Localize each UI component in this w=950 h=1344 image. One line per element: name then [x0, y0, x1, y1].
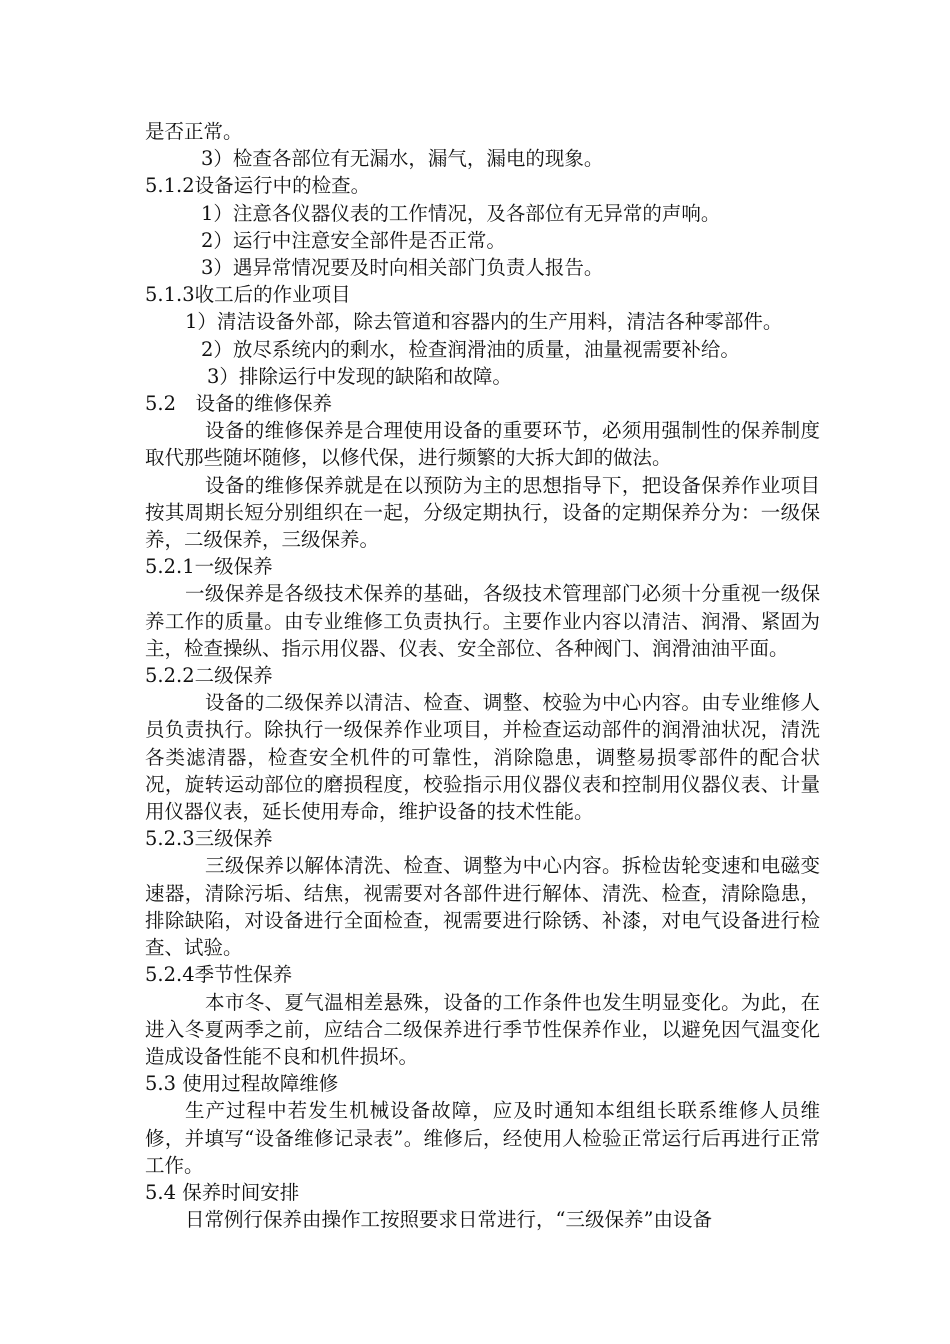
- list-item: 2）放尽系统内的剩水，检查润滑油的质量，油量视需要补给。: [201, 337, 740, 361]
- section-heading: 5.2 设备的维修保养: [145, 392, 333, 416]
- section-heading: 5.2.4季节性保养: [145, 963, 293, 987]
- paragraph: 日常例行保养由操作工按照要求日常进行，“三级保养”由设备: [185, 1208, 712, 1232]
- list-item: 3）排除运行中发现的缺陷和故障。: [207, 364, 512, 388]
- paragraph: 生产过程中若发生机械设备故障，应及时通知本组组长联系维修人员维修，并填写“设备维修记录表”。维修后，经使用人检验正常运行后再进行正常工作。: [145, 1099, 820, 1177]
- list-item: 3）遇异常情况要及时向相关部门负责人报告。: [201, 256, 604, 280]
- paragraph: 设备的二级保养以清洁、检查、调整、校验为中心内容。由专业维修人员负责执行。除执行一级保养作业项目，并检查运动部件的润滑油状况，清洗各类滤清器，检查安全机件的可靠性，消除隐患，调整易损零部件的配合状况，旋转运动部位的磨损程度，校验指示用仪器仪表和控制用仪器仪表、计量用仪器仪表，延长使用寿命，维护设备的技术性能。: [145, 691, 820, 824]
- document-page: [145, 118, 820, 1233]
- text-line: 是否正常。: [145, 120, 243, 143]
- section-heading: 5.1.2设备运行中的检查。: [145, 174, 371, 198]
- paragraph: 设备的维修保养就是在以预防为主的思想指导下，把设备保养作业项目按其周期长短分别组织在一起，分级定期执行，设备的定期保养分为：一级保养，二级保养，三级保养。: [145, 473, 820, 552]
- section-heading: 5.3 使用过程故障维修: [145, 1072, 339, 1096]
- section-heading: 5.4 保养时间安排: [145, 1180, 300, 1204]
- section-heading: 5.2.1一级保养: [145, 555, 273, 579]
- list-item: 3）检查各部位有无漏水，漏气，漏电的现象。: [201, 147, 604, 171]
- list-item: 2）运行中注意安全部件是否正常。: [201, 228, 506, 252]
- section-heading: 5.2.3三级保养: [145, 827, 273, 851]
- section-heading: 5.1.3收工后的作业项目: [145, 283, 351, 307]
- paragraph: 三级保养以解体清洗、检查、调整为中心内容。拆检齿轮变速和电磁变速器，清除污垢、结焦，视需要对各部件进行解体、清洗、检查，清除隐患，排除缺陷，对设备进行全面检查，视需要进行除锈、补漆，对电气设备进行检查、试验。: [145, 854, 820, 960]
- paragraph: 设备的维修保养是合理使用设备的重要环节，必须用强制性的保养制度取代那些随坏随修，以修代保，进行频繁的大拆大卸的做法。: [145, 419, 820, 470]
- paragraph: 一级保养是各级技术保养的基础，各级技术管理部门必须十分重视一级保养工作的质量。由专业维修工负责执行。主要作业内容以清洁、润滑、紧固为主，检查操纵、指示用仪器、仪表、安全部位、各种阀门、润滑油油平面。: [145, 582, 820, 660]
- list-item: 1）注意各仪器仪表的工作情况，及各部位有无异常的声响。: [201, 201, 721, 225]
- paragraph: 本市冬、夏气温相差悬殊，设备的工作条件也发生明显变化。为此，在进入冬夏两季之前，应结合二级保养进行季节性保养作业，以避免因气温变化造成设备性能不良和机件损坏。: [145, 990, 820, 1068]
- list-item: 1）清洁设备外部，除去管道和容器内的生产用料，清洁各种零部件。: [185, 310, 783, 334]
- section-heading: 5.2.2二级保养: [145, 664, 273, 688]
